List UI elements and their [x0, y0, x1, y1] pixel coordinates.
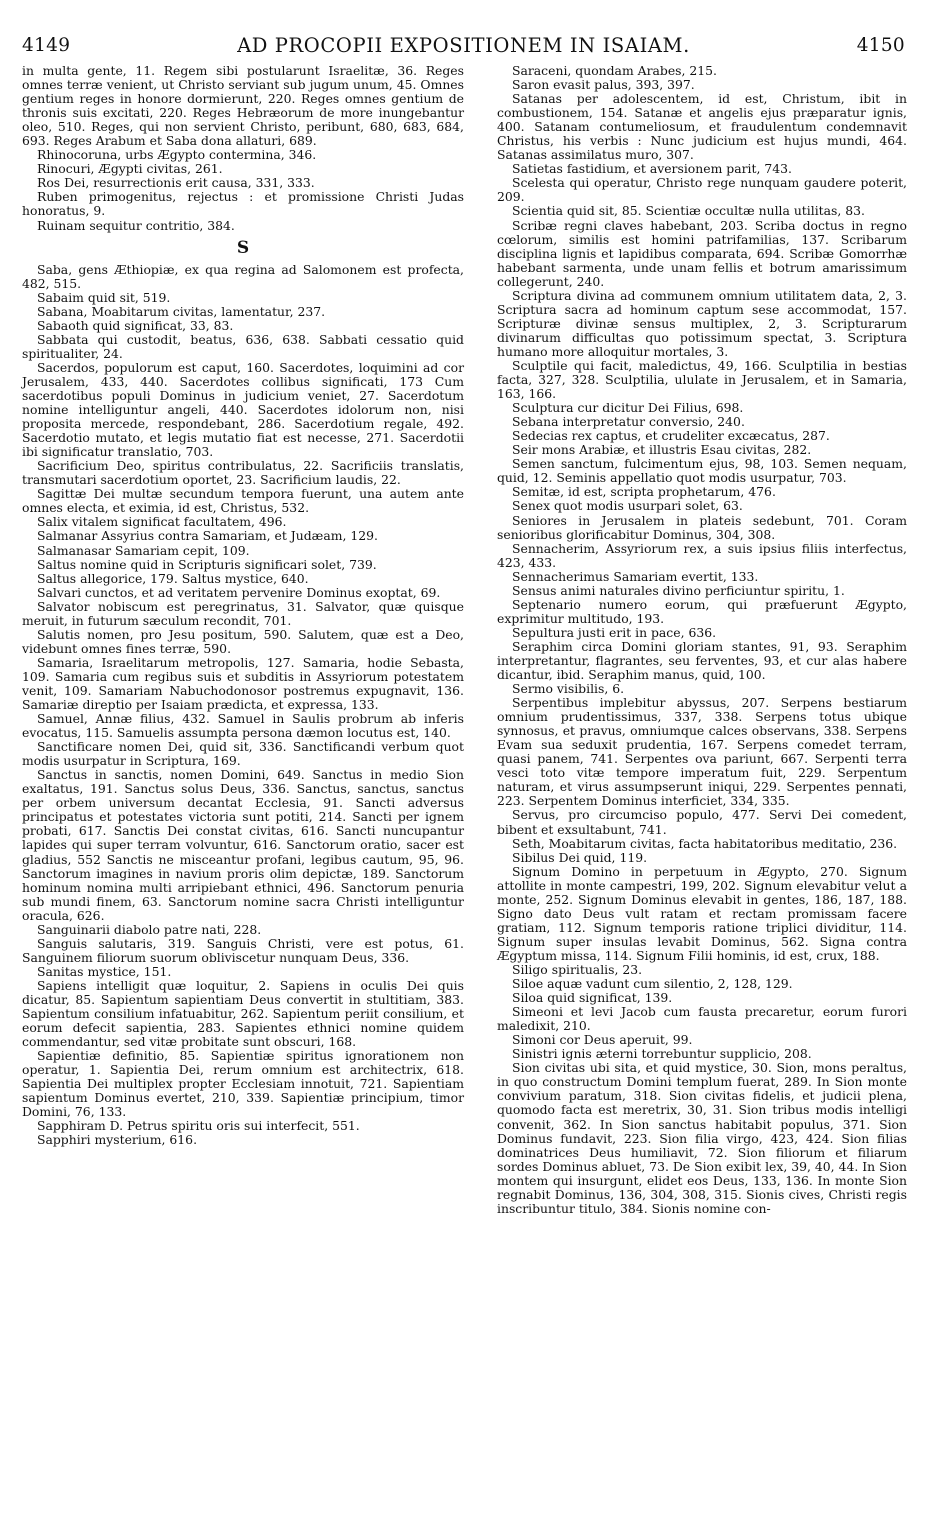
index-entry: Senex quot modis usurpari solet, 63. [512, 498, 743, 514]
index-entry: Septenario numero eorum, qui præfuerunt Ægypto, exprimitur multitudo, 193. [497, 596, 907, 626]
index-entry: Sion civitas ubi sita, et quid mystice, 30. Sion, mons peraltus, in quo constructum Domini templum fuerat, 289. In Sion monte convivium paratum, 318. Sion civitas fidelis, et judicii plena, quomodo facta est meretrix, 30, 31. Sion tribus modis intelligi convenit, 362. In Sion sanctus habitabit populus, 371. Sion Dominus fundavit, 223. Sion filia virgo, 423, 424. Sion filias dominatrices Deus humiliavit, 72. Sion filiorum et filiarum sordes Dominus abluet, 73. De Sion exibit lex, 39, 40, 44. In Sion montem qui insurgunt, elidet eos Deus, 133, 136. In monte Sion regnabit Dominus, 136, 304, 308, 315. Sionis cives, Christi regis inscribuntur titulo, 384. Sionis nomine con- [497, 1060, 907, 1216]
index-entry: Salmanasar Samariam cepit, 109. [37, 542, 250, 558]
index-entry: Siloe aquæ vadunt cum silentio, 2, 128, 129. [512, 976, 793, 992]
section-letter: S [236, 237, 250, 258]
index-entry: Sepultura justi erit in pace, 636. [512, 624, 717, 640]
index-entry: Seniores in Jerusalem in plateis sedebunt, 701. Coram senioribus glorificabitur Dominus, 304, 308. [497, 512, 907, 542]
index-entry: Sibilus Dei quid, 119. [512, 849, 648, 865]
index-entry: Sapiens intelligit quæ loquitur, 2. Sapiens in oculis Dei quis dicatur, 85. Sapientum sapientiam Deus convertit in stultitiam, 383. Sapientum consilium infatuabitur, 262. Sapientum periit consilium, et eorum defecit sapientia, 283. Sapientes ethnici nomine quidem commendantur, sed vitæ probitate sunt obscuri, 168. [22, 977, 464, 1050]
index-entry: Sabaim quid sit, 519. [37, 289, 171, 305]
index-entry: Sabaoth quid significat, 33, 83. [37, 317, 234, 333]
index-entry: Serpentibus implebitur abyssus, 207. Serpens bestiarum omnium prudentissimus, 337, 338. Serpens totus ubique synnosus, et pravus, omniumque calces observans, 338. Serpens Evam sua seduxit prudentia, 167. Serpens comedet terram, quasi panem, 741. Serpentes ova pariunt, 667. Serpenti terra vesci toto vitæ tempore imperatum fuit, 229. Serpentum naturam, et virus assumpserunt iniqui, 229. Serpentes pennati, 223. Serpentem Dominus interficiet, 334, 335. [497, 695, 907, 809]
index-entry: Sabbata qui custodit, beatus, 636, 638. Sabbati cessatio quid spiritualiter, 24. [22, 331, 464, 361]
index-entry: Satanas per adolescentem, id est, Christum, ibit in combustionem, 154. Satanæ et angelis ejus præparatur ignis, 400. Satanam contumeliosum, et fraudulentum condemnavit Christus, his verbis : Nunc judicium est hujus mundi, 464. Satanas assimilatus muro, 307. [497, 91, 907, 163]
index-entry: Semitæ, id est, scripta prophetarum, 476. [512, 484, 776, 500]
index-entry: Seth, Moabitarum civitas, facta habitatoribus meditatio, 236. [512, 835, 898, 851]
index-entry: Sennacherimus Samariam evertit, 133. [512, 568, 759, 584]
index-entry: Salvator nobiscum est peregrinatus, 31. Salvator, quæ quisque meruit, in futurum sæculum recondit, 701. [22, 598, 464, 628]
index-entry: Sinistri ignis æterni torrebuntur supplicio, 208. [512, 1046, 812, 1062]
index-entry: Sabana, Moabitarum civitas, lamentatur, 237. [37, 303, 326, 319]
index-entry: Simoni cor Deus aperuit, 99. [512, 1032, 693, 1048]
index-entry: Semen sanctum, fulcimentum ejus, 98, 103. Semen nequam, quid, 12. Seminis appellatio quot modis usurpatur, 703. [497, 456, 907, 486]
index-entry: Salmanar Assyrius contra Samariam, et Judæam, 129. [37, 528, 378, 544]
index-entry: Seraphim circa Domini gloriam stantes, 91, 93. Seraphim interpretantur, flagrantes, seu ferventes, 93, et cur alas habere dicantur, ibid. Seraphim manus, quid, 100. [497, 638, 907, 683]
index-entry: Sanctus in sanctis, nomen Domini, 649. Sanctus in medio Sion exaltatus, 191. Sanctus solus Deus, 336. Sanctus, sanctus, sanctus per orbem universum decantat Ecclesia, 91. Sancti adversus principatus et potestates victoria sunt potiti, 214. Sancti per ignem probati, 617. Sanctis Dei constat civitas, 616. Sancti nuncupantur lapides qui super terram volvuntur, 616. Sanctorum oratio, sacer est gladius, 552 Sanctis ne misceantur profani, legibus cautum, 95, 96. Sanctorum imagines in navium proris olim depictæ, 189. Sanctorum hominum nomina multi arripiebant ethnici, 496. Sanctorum penuria sub mundi finem, 63. Sanctorum nomine sacra Christi intelliguntur oracula, 626. [22, 767, 464, 923]
page-header [22, 30, 905, 60]
index-entry: Ruben primogenitus, rejectus : et promissione Christi Judas honoratus, 9. [22, 189, 464, 219]
index-entry: Simeoni et levi Jacob cum fausta precaretur, eorum furori maledixit, 210. [497, 1004, 907, 1034]
index-entry: Salutis nomen, pro Jesu positum, 590. Salutem, quæ est a Deo, videbunt omnes fines terræ, 590. [22, 626, 464, 656]
index-entry: Siloa quid significat, 139. [512, 990, 673, 1006]
index-entry: Saltus nomine quid in Scripturis significari solet, 739. [37, 556, 377, 572]
index-entry: Sapphiri mysterium, 616. [37, 1132, 198, 1148]
index-entry: Saraceni, quondam Arabes, 215. [512, 63, 717, 78]
index-entry: Satietas fastidium, et aversionem parit, 743. [512, 161, 792, 177]
index-entry: Saba, gens Æthiopiæ, ex qua regina ad Salomonem est profecta, 482, 515. [22, 261, 464, 291]
index-entry: Ros Dei, resurrectionis erit causa, 331, 333. [37, 175, 315, 191]
index-entry: in multa gente, 11. Regem sibi postularunt Israelitæ, 36. Reges omnes terræ venient, ut Christo serviant sub jugum unum, 45. Omnes gentium reges in honore dormierunt, 220. Reges omnes gentium de thronis suis excitati, 220. Reges Hebræorum de more inungebantur oleo, 510. Reges, qui non servient Christo, peribunt, 680, 683, 684, 693. Reges Arabum et Saba dona allaturi, 689. [22, 63, 464, 149]
index-entry: Salix vitalem significat facultatem, 496. [37, 514, 287, 530]
index-entry: Sanguis salutaris, 319. Sanguis Christi, vere est potus, 61. Sanguinem filiorum suorum obliviscetur nunquam Deus, 336. [22, 935, 464, 965]
index-entry: Signum Domino in perpetuum in Ægypto, 270. Signum attollite in monte campestri, 199, 202. Signum elevabitur velut a monte, 252. Signum Dominus elevabit in gentes, 186, 187, 188. Signo dato Deus vult ratam et rectam promissam facere gratiam, 112. Signum temporis ratione triplici dividitur, 114. Signum super insulas levabit Dominus, 562. Signa contra Ægyptum missa, 114. Signum Filii hominis, id est, crux, 188. [497, 863, 907, 963]
index-entry: Sculptura cur dicitur Dei Filius, 698. [512, 400, 744, 416]
index-entry: Siligo spiritualis, 23. [512, 962, 643, 977]
index-entry: Sensus animi naturales divino perficiuntur spiritu, 1. [512, 582, 845, 598]
index-entry: Sanguinarii diabolo patre nati, 228. [37, 921, 262, 937]
index-entry: Salvari cunctos, et ad veritatem pervenire Dominus exoptat, 69. [37, 584, 441, 600]
index-entry: Sacrificium Deo, spiritus contribulatus, 22. Sacrificiis translatis, transmutari sacerdotium oportet, 23. Sacrificium laudis, 22. [22, 458, 464, 488]
index-entry: Sapphiram D. Petrus spiritu oris sui interfecit, 551. [37, 1118, 360, 1134]
index-entry: Sapientiæ definitio, 85. Sapientiæ spiritus ignorationem non operatur, 1. Sapientia Dei, rerum omnium est architectrix, 618. Sapientia Dei multiplex propter Ecclesiam innotuit, 721. Sapientiam sapientum Dominus evertet, 210, 339. Sapientiæ principium, timor Domini, 76, 133. [22, 1048, 464, 1120]
index-entry: Ruinam sequitur contritio, 384. [37, 217, 235, 233]
index-entry: Scriptura divina ad communem omnium utilitatem data, 2, 3. Scriptura sacra ad hominum captum sese accommodat, 157. Scripturæ divinæ sensus multiplex, 2, 3. Scripturarum divinarum difficultas quo potissimum spectat, 3. Scriptura humano more alloquitur mortales, 3. [497, 287, 907, 359]
index-entry: Servus, pro circumciso populo, 477. Servi Dei comedent, bibent et exsultabunt, 741. [497, 807, 907, 837]
index-entry: Sacerdos, populorum est caput, 160. Sacerdotes, loquimini ad cor Jerusalem, 433, 440. Sacerdotes collibus significati, 173 Cum sacerdotibus populi Dominus in judicium veniet, 27. Sacerdotum nomine intelliguntur angeli, 440. Sacerdotes idolorum non, nisi proposita mercede, respondebant, 286. Sacerdotium regale, 492. Sacerdotio mutato, et legis mutatio fiat est necesse, 271. Sacerdotii ibi significatur translatio, 703. [22, 359, 464, 460]
index-entry: Sagittæ Dei multæ secundum tempora fuerunt, una autem ante omnes electa, et eximia, id est, Christus, 532. [22, 486, 464, 516]
index-entry: Rinocuri, Ægypti civitas, 261. [37, 161, 223, 177]
index-entry: Sculptile qui facit, maledictus, 49, 166. Sculptilia in bestias facta, 327, 328. Sculptilia, ululate in Jerusalem, et in Samaria, 163, 166. [497, 357, 907, 402]
index-entry: Sennacherim, Assyriorum rex, a suis ipsius filiis interfectus, 423, 433. [497, 540, 907, 570]
right-column [497, 64, 907, 1216]
index-entry: Saron evasit palus, 393, 397. [512, 77, 695, 93]
index-entry: Seir mons Arabiæ, et illustris Esau civitas, 282. [512, 442, 812, 458]
left-column [22, 64, 464, 1148]
index-entry: Rhinocoruna, urbs Ægypto conterminа, 346. [37, 147, 317, 163]
index-entry: Sebana interpretatur conversio, 240. [512, 414, 745, 430]
index-entry: Sanitas mystice, 151. [37, 963, 172, 979]
index-entry: Scribæ regni claves habebant, 203. Scriba doctus in regno cœlorum, similis est homini patrifamilias, 137. Scribarum disciplina lignis et lapidibus comparata, 694. Scribæ Gomorrhæ habebant sarmenta, unde unam fellis et botrum amarissimum collegerunt, 240. [497, 217, 907, 289]
index-entry: Samaria, Israelitarum metropolis, 127. Samaria, hodie Sebasta, 109. Samaria cum regibus suis et subditis in Assyriorum potestatem venit, 109. Samariam Nabuchodonosor postremus expugnavit, 136. Samariæ direptio per Isaiam prædicta, et expressa, 133. [22, 654, 464, 713]
index-entry: Scelesta qui operatur, Christo rege nunquam gaudere poterit, 209. [497, 175, 907, 205]
index-entry: Saltus allegorice, 179. Saltus mystice, 640. [37, 570, 309, 586]
index-entry: Scientia quid sit, 85. Scientiæ occultæ nulla utilitas, 83. [512, 203, 865, 219]
left-page-number: 4149 [22, 34, 71, 56]
right-page-number: 4150 [856, 34, 905, 56]
index-entry: Sermo visibilis, 6. [512, 681, 625, 697]
index-entry: Sedecias rex captus, et crudeliter excæcatus, 287. [512, 428, 830, 444]
running-title: AD PROCOPII EXPOSITIONEM IN ISAIAM. [237, 33, 690, 57]
index-entry: Samuel, Annæ filius, 432. Samuel in Saulis probrum ab inferis evocatus, 115. Samuelis assumpta persona dæmon locutus est, 140. [22, 711, 464, 741]
index-entry: Sanctificare nomen Dei, quid sit, 336. Sanctificandi verbum quot modis usurpatur in Scriptura, 169. [22, 739, 464, 769]
